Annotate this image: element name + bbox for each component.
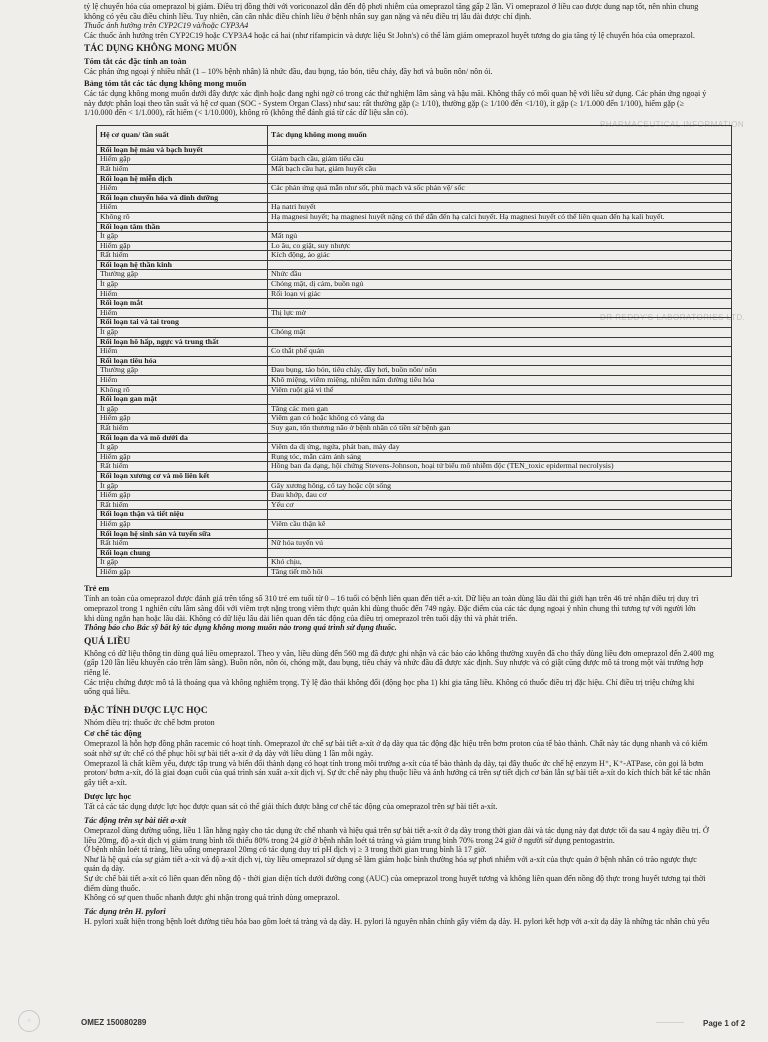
effect-cell: Khó chịu, bbox=[268, 558, 732, 568]
frequency-cell: Hiếm gặp bbox=[97, 567, 268, 577]
table-row bbox=[97, 500, 732, 510]
effect-cell: Tăng tiết mồ hôi bbox=[268, 567, 732, 577]
table-row bbox=[97, 184, 732, 194]
frequency-cell: Hiếm bbox=[97, 308, 268, 318]
frequency-cell: Hiếm gặp bbox=[97, 491, 268, 501]
effect-cell: Hạ magnesi huyết; hạ magnesi huyết nặng có thể dẫn đến hạ calci huyết. Hạ magnesi huyết có thể liên quan đến hạ kali huyết. bbox=[268, 212, 732, 222]
pd-effects-text: Tất cả các tác dụng dược lực học được quan sát có thể giải thích được bằng cơ chế tác động của omeprazol trên sự bài tiết a-xít. bbox=[84, 802, 498, 812]
effect-cell: Yếu cơ bbox=[268, 500, 732, 510]
effect-cell: Co thắt phế quản bbox=[268, 347, 732, 357]
effect-cell: Đau khớp, đau cơ bbox=[268, 491, 732, 501]
table-group-row bbox=[97, 145, 732, 155]
table-group-row bbox=[97, 222, 732, 232]
effect-cell bbox=[268, 510, 732, 520]
table-row bbox=[97, 558, 732, 568]
acid-line-5: quản dạ dày. bbox=[84, 864, 125, 874]
hp-heading: Tác dụng trên H. pylori bbox=[84, 906, 166, 916]
effect-cell: Hồng ban đa dạng, hội chứng Stevens-Johnson, hoại tử biểu mô nhiễm độc (TEN_toxic epidermal necrolysis) bbox=[268, 462, 732, 472]
frequency-cell: Hiếm gặp bbox=[97, 241, 268, 251]
effect-cell bbox=[268, 318, 732, 328]
organ-system-cell: Rối loạn hệ máu và bạch huyết bbox=[97, 145, 268, 155]
table-row bbox=[97, 251, 732, 261]
table-group-row bbox=[97, 471, 732, 481]
table-row bbox=[97, 481, 732, 491]
table-group-row bbox=[97, 337, 732, 347]
organ-system-cell: Rối loạn hệ thần kinh bbox=[97, 260, 268, 270]
frequency-cell: Ít gặp bbox=[97, 328, 268, 338]
moa-line-2: soát nhờ sự ức chế có thể phục hồi sự bài tiết a-xít ở dạ dày với liều dùng 1 lần mỗi ngày. bbox=[84, 749, 374, 758]
frequency-cell: Hiếm bbox=[97, 347, 268, 357]
frequency-cell: Không rõ bbox=[97, 385, 268, 395]
effect-cell bbox=[268, 193, 732, 203]
effect-cell: Rối loạn vị giác bbox=[268, 289, 732, 299]
moa-line-5: gây tiết a-xít. bbox=[84, 777, 127, 787]
frequency-cell: Thường gặp bbox=[97, 366, 268, 376]
intro-line-2: không có yêu cầu điều chỉnh liều. Tuy nhiên, cần cân nhắc điều chỉnh liều ở bệnh nhân suy gan nặng và nếu điều trị lâu dài được chỉ định. bbox=[84, 11, 532, 21]
bleed-through-text: PHARMACEUTICAL INFORMATION bbox=[600, 120, 745, 129]
children-line-1: Tính an toàn của omeprazol được đánh giá trên tổng số 310 trẻ em tuổi từ 0 – 16 tuổi có bệnh liên quan đến tiết a-xít. Dữ liệu an toàn dùng lâu dài thì giới hạn trên 46 trẻ nhận điều trị duy trì bbox=[84, 594, 699, 604]
pd-group: Nhóm điều trị: thuốc ức chế bơm proton bbox=[84, 717, 215, 727]
effect-cell: Chóng mặt bbox=[268, 328, 732, 338]
frequency-cell: Không rõ bbox=[97, 212, 268, 222]
overdose-line-1: Không có dữ liệu thông tin dùng quá liều omeprazol. Theo y văn, liều dùng đến 560 mg đã được ghi nhận và các báo cáo không thường xuyên đã cho thấy dùng liều đơn omeprazol đến 2.400 mg bbox=[84, 648, 714, 658]
bleed-through-text-2: DR REDDY'S LABORATORIES LTD. bbox=[600, 313, 746, 322]
effect-cell: Khô miệng, viêm miệng, nhiễm nấm đường tiêu hóa bbox=[268, 376, 732, 386]
moa-heading: Cơ chế tác động bbox=[84, 729, 142, 739]
table-row bbox=[97, 385, 732, 395]
table-group-row bbox=[97, 529, 732, 539]
table-row bbox=[97, 443, 732, 453]
table-row bbox=[97, 155, 732, 165]
table-group-row bbox=[97, 193, 732, 203]
adr-heading: TÁC DỤNG KHÔNG MONG MUỐN bbox=[84, 44, 237, 55]
organ-system-cell: Rối loạn gan mật bbox=[97, 395, 268, 405]
cyp-heading: Thuốc ảnh hưởng trên CYP2C19 và/hoặc CYP3A4 bbox=[84, 21, 249, 31]
moa-line-1: Omeprazol là hỗn hợp đồng phân racemic có hoạt tính. Omeprazol ức chế sự bài tiết a-xít ở dạ dày qua tác động đặc hiệu trên bơm proton của tế bào thành. Chất này tác dụng nhanh và có kiểm bbox=[84, 739, 708, 749]
table-row bbox=[97, 289, 732, 299]
page-marker-circle: ○ bbox=[18, 1010, 40, 1032]
frequency-cell: Rất hiếm bbox=[97, 539, 268, 549]
table-row bbox=[97, 203, 732, 213]
organ-system-cell: Rối loạn hệ miễn dịch bbox=[97, 174, 268, 184]
effect-cell bbox=[268, 337, 732, 347]
table-row bbox=[97, 376, 732, 386]
table-row bbox=[97, 328, 732, 338]
overdose-heading: QUÁ LIỀU bbox=[84, 636, 131, 647]
effect-cell: Mất bạch cầu hạt, giảm huyết cầu bbox=[268, 164, 732, 174]
overdose-line-3: riêng lẻ. bbox=[84, 668, 111, 678]
table-row bbox=[97, 232, 732, 242]
table-row bbox=[97, 308, 732, 318]
children-heading: Trẻ em bbox=[84, 584, 110, 594]
effect-cell: Gãy xương hông, cổ tay hoặc cột sống bbox=[268, 481, 732, 491]
moa-line-4: proton/ bơm a-xít, đó là giai đoạn cuối của quá trình sản xuất a-xít dịch vị. Sự ức chế này phụ thuộc liều và ảnh hưởng cả trên sự tiết dịch cơ bản lẫn sự bài tiết a-xít do kích thích bất kể tác nhân bbox=[84, 768, 711, 778]
table-group-row bbox=[97, 395, 732, 405]
acid-line-4: Như là hệ quả của sự giảm tiết a-xít và độ a-xít dịch vị, tùy liều omeprazol sử dụng sẽ làm giảm hoặc bình thường hóa sự phơi nhiễm với a-xít của thực quản ở bệnh nhân có trào ngược thực bbox=[84, 854, 697, 864]
summary-line-1: Các tác dụng không mong muốn dưới đây được xác định hoặc đang nghi ngờ có trong các thử nghiệm lâm sàng và hậu mãi. Không thấy có mối quan hệ với liều sử dụng. Các phản ứng ngoại ý bbox=[84, 88, 707, 98]
pd-effects-heading: Dược lực học bbox=[84, 792, 132, 802]
organ-system-cell: Rối loạn tâm thần bbox=[97, 222, 268, 232]
table-row bbox=[97, 347, 732, 357]
footer-code: OMEZ 150080289 bbox=[81, 1018, 147, 1027]
effect-cell bbox=[268, 529, 732, 539]
table-group-row bbox=[97, 510, 732, 520]
effect-cell bbox=[268, 548, 732, 558]
col-header-organ: Hệ cơ quan/ tần suất bbox=[97, 125, 268, 145]
effect-cell: Rụng tóc, mẫn cảm ánh sáng bbox=[268, 452, 732, 462]
frequency-cell: Hiếm bbox=[97, 376, 268, 386]
frequency-cell: Ít gặp bbox=[97, 443, 268, 453]
effect-cell: Tăng các men gan bbox=[268, 404, 732, 414]
effect-cell bbox=[268, 260, 732, 270]
summary-heading: Bảng tóm tắt các tác dụng không mong muốn bbox=[84, 78, 247, 88]
effect-cell: Các phản ứng quá mẫn như sốt, phù mạch và sốc phản vệ/ sốc bbox=[268, 184, 732, 194]
frequency-cell: Hiếm bbox=[97, 289, 268, 299]
frequency-cell: Thường gặp bbox=[97, 270, 268, 280]
children-line-3: khi dùng ngắn hạn hoặc lâu dài. Không có dữ liệu lâu dài liên quan đến tác động của điều trị omeprazol trên tuổi dậy thì và phát triển. bbox=[84, 613, 518, 623]
effect-cell: Viêm gan có hoặc không có vàng da bbox=[268, 414, 732, 424]
effect-cell: Kích động, ảo giác bbox=[268, 251, 732, 261]
organ-system-cell: Rối loạn thận và tiết niệu bbox=[97, 510, 268, 520]
leaflet-content bbox=[84, 2, 736, 926]
effect-cell: Viêm ruột giả vi thể bbox=[268, 385, 732, 395]
table-row bbox=[97, 241, 732, 251]
table-group-row bbox=[97, 548, 732, 558]
table-group-row bbox=[97, 318, 732, 328]
effect-cell: Chóng mặt, dị cảm, buồn ngủ bbox=[268, 280, 732, 290]
effect-cell: Suy gan, tổn thương não ở bệnh nhân có tiền sử bệnh gan bbox=[268, 423, 732, 433]
frequency-cell: Hiếm gặp bbox=[97, 155, 268, 165]
children-line-2: omeprazol trong 1 nghiên cứu lâm sàng đối với viêm trợt nặng trong viêm thực quản khi dùng thuốc đến 749 ngày. Đặc điểm của các tác dụng ngoại ý nhìn chung thì tương tự với người lớn bbox=[84, 604, 696, 614]
acid-line-2: liều 20mg, độ a-xít dịch vị giảm trung bình tối thiểu 80% trong 24 giờ ở bệnh nhân loét tá tràng và giảm trung bình 70% trong 24 giờ ở người sử dụng pentogastrin. bbox=[84, 835, 615, 845]
effect-cell bbox=[268, 471, 732, 481]
effect-cell bbox=[268, 222, 732, 232]
table-row bbox=[97, 567, 732, 577]
adverse-effects-table bbox=[96, 125, 732, 578]
table-row bbox=[97, 280, 732, 290]
frequency-cell: Ít gặp bbox=[97, 404, 268, 414]
safety-heading: Tóm tắt các đặc tính an toàn bbox=[84, 57, 187, 67]
acid-line-7: điểm dùng thuốc. bbox=[84, 883, 141, 893]
cyp-text: Các thuốc ảnh hưởng trên CYP2C19 hoặc CYP3A4 hoặc cả hai (như rifampicin và dược liệu St John's) có thể làm giảm omeprazol huyết tương do gia tăng tỷ lệ chuyển hóa của omeprazol. bbox=[84, 30, 695, 40]
frequency-cell: Rất hiếm bbox=[97, 500, 268, 510]
organ-system-cell: Rối loạn mắt bbox=[97, 299, 268, 309]
frequency-cell: Hiếm bbox=[97, 184, 268, 194]
safety-text: Các phản ứng ngoại ý nhiều nhất (1 – 10% bệnh nhân) là nhức đầu, đau bụng, táo bón, tiêu chảy, đầy hơi và buồn nôn/ nôn ói. bbox=[84, 67, 493, 77]
frequency-cell: Hiếm gặp bbox=[97, 414, 268, 424]
effect-cell: Đau bụng, táo bón, tiêu chảy, đầy hơi, buồn nôn/ nôn bbox=[268, 366, 732, 376]
frequency-cell: Rất hiếm bbox=[97, 251, 268, 261]
col-header-effect: Tác dụng không mong muốn bbox=[268, 125, 732, 145]
organ-system-cell: Rối loạn hô hấp, ngực và trung thất bbox=[97, 337, 268, 347]
acid-heading: Tác động trên sự bài tiết a-xít bbox=[84, 815, 187, 825]
table-row bbox=[97, 462, 732, 472]
report-notice: Thông báo cho Bác sỹ bất kỳ tác dụng không mong muốn nào trong quá trình sử dụng thuốc. bbox=[84, 623, 397, 633]
intro-line-1: tỷ lệ chuyển hóa của omeprazol bị giảm. Điều trị đồng thời với voriconazol dẫn đến độ phơi nhiễm của omeprazol tăng gấp 2 lần. Vì omeprazol ở liều cao được dung nạp tốt, nên nhìn chung bbox=[84, 2, 699, 11]
effect-cell: Thị lực mờ bbox=[268, 308, 732, 318]
table-header-row bbox=[97, 125, 732, 145]
effect-cell: Giảm bạch cầu, giảm tiểu cầu bbox=[268, 155, 732, 165]
table-row bbox=[97, 519, 732, 529]
table-group-row bbox=[97, 433, 732, 443]
organ-system-cell: Rối loạn da và mô dưới da bbox=[97, 433, 268, 443]
summary-line-3: 1/10.000 đến < 1/1.000), rất hiếm (< 1/10.000), không rõ (không thể đánh giá từ các dữ liệu sẵn có). bbox=[84, 108, 409, 118]
frequency-cell: Hiếm gặp bbox=[97, 519, 268, 529]
hp-text: H. pylori xuất hiện trong bệnh loét đường tiêu hóa bao gồm loét tá tràng và dạ dày. H. pylori là nguyên nhân chính gây viêm dạ dày. H. pylori kết hợp với a-xít dạ dày là những tác nhân chủ yếu bbox=[84, 916, 710, 926]
frequency-cell: Rất hiếm bbox=[97, 164, 268, 174]
frequency-cell: Ít gặp bbox=[97, 558, 268, 568]
effect-cell: Nữ hóa tuyến vú bbox=[268, 539, 732, 549]
effect-cell: Viêm da dị ứng, ngứa, phát ban, mày đay bbox=[268, 443, 732, 453]
table-row bbox=[97, 270, 732, 280]
overdose-line-4: Các triệu chứng được mô tả là thoáng qua và không nghiêm trọng. Tỷ lệ đào thải không đổi (động học pha 1) khi gia tăng liều. Không có thuốc điều trị đặc hiệu. Chỉ điều trị triệu chứng khi bbox=[84, 677, 695, 687]
organ-system-cell: Rối loạn chung bbox=[97, 548, 268, 558]
summary-line-2: này được phân loại theo tần suất và hệ cơ quan (SOC - System Organ Class) như sau: rất thường gặp (≥ 1/10), thường gặp (≥ 1/100 đến <1/10), ít gặp (≥ 1/1.000 đến 1/100), hiếm gặp (≥ bbox=[84, 98, 685, 108]
organ-system-cell: Rối loạn tai và tai trong bbox=[97, 318, 268, 328]
frequency-cell: Rất hiếm bbox=[97, 462, 268, 472]
organ-system-cell: Rối loạn chuyển hóa và dinh dưỡng bbox=[97, 193, 268, 203]
organ-system-cell: Rối loạn tiêu hóa bbox=[97, 356, 268, 366]
acid-line-6: Sự ức chế bài tiết a-xít có liên quan đến nồng độ - thời gian diện tích dưới đường cong (AUC) của omeprazol trong huyết tương và không liên quan đến nồng độ thực trong huyết tương tại thời bbox=[84, 873, 706, 883]
frequency-cell: Ít gặp bbox=[97, 481, 268, 491]
pd-heading: ĐẶC TÍNH DƯỢC LỰC HỌC bbox=[84, 705, 208, 716]
table-row bbox=[97, 164, 732, 174]
table-group-row bbox=[97, 260, 732, 270]
frequency-cell: Hiếm bbox=[97, 203, 268, 213]
effect-cell bbox=[268, 395, 732, 405]
effect-cell: Mất ngủ bbox=[268, 232, 732, 242]
effect-cell bbox=[268, 299, 732, 309]
table-row bbox=[97, 539, 732, 549]
effect-cell: Lo âu, co giật, suy nhược bbox=[268, 241, 732, 251]
acid-line-8: Không có sự quen thuốc nhanh được ghi nhận trong quá trình dùng omeprazol. bbox=[84, 893, 340, 903]
footer-ghost-mark: ———— bbox=[656, 1019, 684, 1026]
frequency-cell: Hiếm gặp bbox=[97, 452, 268, 462]
acid-line-3: Ở bệnh nhân loét tá tràng, liều uống omeprazol 20mg có tác dụng duy trì pH dịch vị ≥ 3 trong thời gian trung bình là 17 giờ. bbox=[84, 845, 487, 855]
effect-cell: Viêm cầu thận kẽ bbox=[268, 519, 732, 529]
frequency-cell: Ít gặp bbox=[97, 280, 268, 290]
table-row bbox=[97, 404, 732, 414]
effect-cell: Hạ natri huyết bbox=[268, 203, 732, 213]
overdose-line-2: (gấp 120 lần liều khuyến cáo trên lâm sàng). Buồn nôn, nôn ói, chóng mặt, đau bụng, tiêu chảy và nhức đầu đã được xác định. Suy nhược và có giật cũng được mô tả trong một vài trường hợp bbox=[84, 658, 704, 668]
organ-system-cell: Rối loạn hệ sinh sản và tuyến sữa bbox=[97, 529, 268, 539]
frequency-cell: Rất hiếm bbox=[97, 423, 268, 433]
page-number: Page 1 of 2 bbox=[703, 1019, 746, 1028]
effect-cell: Nhức đầu bbox=[268, 270, 732, 280]
table-group-row bbox=[97, 299, 732, 309]
acid-line-1: Omeprazol dùng đường uống, liều 1 lần hằng ngày cho tác dụng ức chế nhanh và hiệu quả trên sự bài tiết a-xít ở dạ dày trong thời gian dài và tác dụng này đạt được tối đa sau 4 ngày điều trị. Ở bbox=[84, 825, 709, 835]
table-row bbox=[97, 212, 732, 222]
table-body bbox=[97, 145, 732, 577]
table-row bbox=[97, 423, 732, 433]
frequency-cell: Ít gặp bbox=[97, 232, 268, 242]
moa-line-3: Omeprazol là chất kiềm yếu, được tập trung và biến đổi thành dạng có hoạt tính trong môi trường a-xít của tế bào thành dạ dày, tại đây thuốc ức chế hệ enzym H⁺, K⁺-ATPase, còn gọi là bơm bbox=[84, 758, 704, 768]
overdose-line-5: uống quá liều. bbox=[84, 687, 131, 697]
organ-system-cell: Rối loạn xương cơ và mô liên kết bbox=[97, 471, 268, 481]
table-row bbox=[97, 491, 732, 501]
